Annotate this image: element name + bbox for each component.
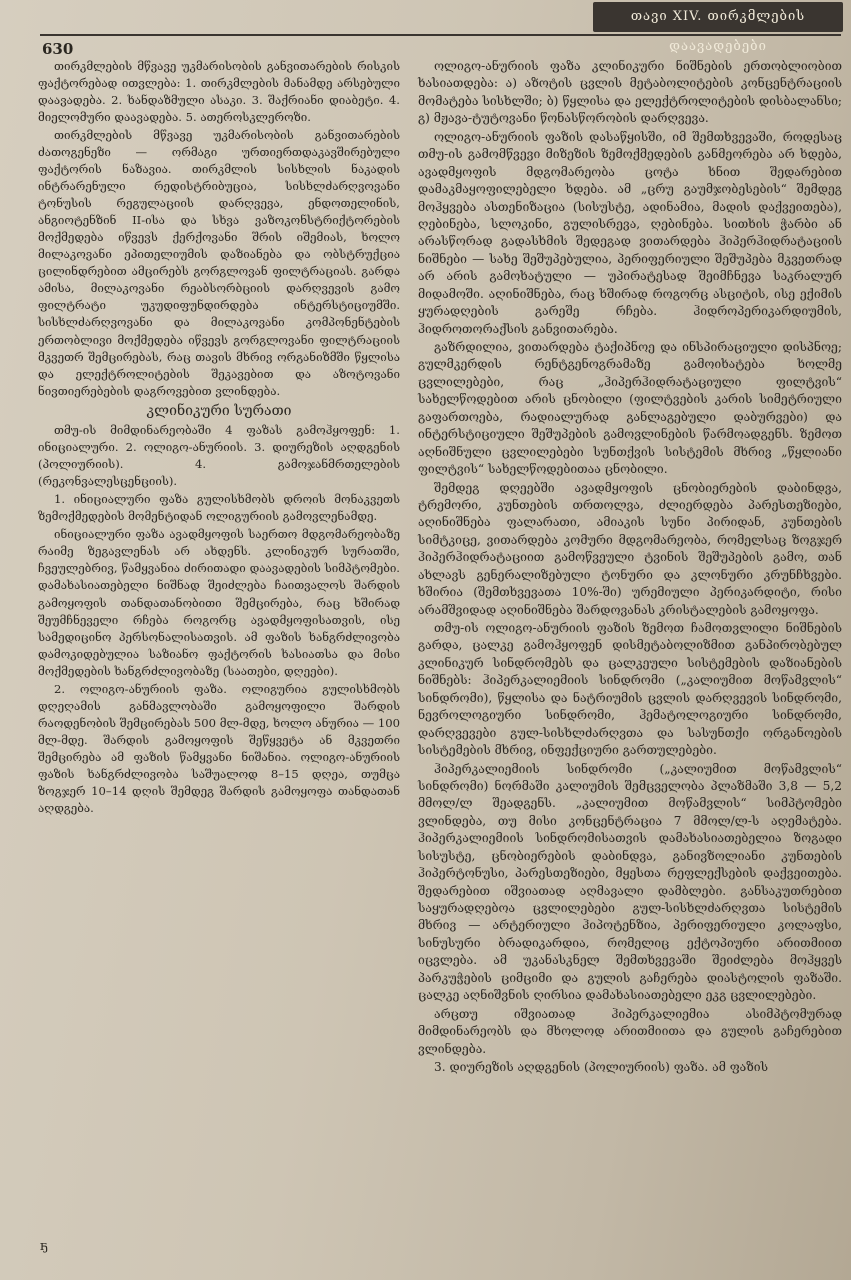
section-title: კლინიკური სურათი xyxy=(146,402,292,419)
paragraph: ჰიპერკალიემიის სინდრომი („კალიუმით მოწამვლის“ სინდრომი) ნორმაში კალიუმის შემცველობა პლაზმაში 3,8 — 5,2 მმოლ/ლ შეადგენს. „კალიუმით მოწამვლის“ სიმპტომები ვლინდება, თუ მისი კონცენტრაცია 7 მმოლ/ლ-ს აღემატება. ჰიპერკალიემიის სინდრომისათვის დამახასიათებელია ზოგადი სისუსტე, ცნობიერების დაბინდვა, განივზოლიანი კუნთების ჰიპერტონუსი, პარესთეზიები, მყესთა რეფლექსების დაქვეითება. შედარებით იშვიათად აღმავალი დამბლები. განსაკუთრებით საყურადღებოა ცვლილებები გულ-სისხლძარღვთა სისტემის მხრივ — არტერიული ჰიპოტენზია, პერიფერიული კოლაფსი, სინუსური ბრადიკარდია, რომელიც ექტოპიური არითმიით იცვლება. ამ უკანასკნელ შემთხვევაში შეიძლება მოჰყვეს პარკუჭების ციმციმი და გულის გაჩერება დიასტოლის ფაზაში. ცალკე აღნიშვნის ღირსია დამახასიათებელი ეკგ ცვლილებები. xyxy=(418,761,842,1003)
paragraph: არცთუ იშვიათად ჰიპერკალიემია ასიმპტომურად მიმდინარეობს და მხოლოდ არითმიითა და გულის გაჩერებით ვლინდება. xyxy=(418,1006,842,1056)
paragraph: ოლიგო-ანურიის ფაზის დასაწყისში, იმ შემთხვევაში, როდესაც თმუ-ის გამომწვევი მიზეზის ზემოქმედების განმეორება არ ხდება, ავადმყოფის მდგომარეობა ცოტა ხნით შედარებით დამაკმაყოფილებელი ხდება. ამ „ცრუ გაუმჯობესების“ შემდეგ მოჰყვება ასთენიზაცია (სისუსტე, ადინამია, მადის დაქვეითება), ღებინება, სლოკინი, გულისრევა, ღებინება. სითხის ჭარბი ან არასწორად გადასხმის შედეგად ვითარდება ჰიპერჰიდრატაციის ნიშნები — სახე შეშუპებულია, პერიფერიული შეშუპება მკვეთრად არ არის გამოხატული — უპირატესად შეიმჩნევა საკრალურ მიდამოში. აღინიშნება, რაც ხშირად როგორც ასციტის, ისე ექიმის ყურადღების გარეშე რჩება. ჰიდროპერიკარდიუმის, ჰიდროთორაქსის განვითარება. xyxy=(418,129,842,336)
paragraph: ოლიგო-ანურიის ფაზა კლინიკური ნიშნების ერთობლიობით ხასიათდება: ა) აზოტის ცვლის მეტაბოლიტების კონცენტრაციის მომატება სისხლში; ბ) წყლისა და ელექტროლიტების დისბალანსი; გ) მჟავა-ტუტოვანი წონასწორობის დარღვევა. xyxy=(418,59,842,126)
paragraph: თირკმლების მწვავე უკმარისობის განვითარების რისკის ფაქტორებად ითვლება: 1. თირკმლების მანამდე არსებული დაავადება. 2. ხანდაზმული ასაკი. 3. შაქრიანი დიაბეტი. 4. მიელომური დაავადება. 5. ათეროსკლეროზი. xyxy=(38,59,400,125)
paragraph: შემდეგ დღეებში ავადმყოფის ცნობიერების დაბინდვა, ტრემორი, კუნთების თრთოლვა, ძლიერდება პარესთეზიები, აღინიშნება ფალარათი, ამიაკის სუნი პირიდან, კუნთების სიმტკიცე, ვითარდება კომური მდგომარეობა, რომელსაც ზოგჯერ ჰიპერჰიდრატაციით გამოწვეული ტვინის შეშუპების გამო, თან ახლავს გენერალიზებული ტონური და კლონური კრუნჩხვები. ხშირია (შემთხვევათა 10%-ში) ურემიული პერიკარდიტი, რისი არამშვიდად აღინიშნება შარდოვანას კრისტალების გამოყოფა. xyxy=(418,480,842,617)
paragraph: თირკმლების მწვავე უკმარისობის განვითარების ძათოგენეზი — ორმაგი ურთიერთდაკავშირებული ფაქტორის ნაზავია. თირკმლის სისხლის ნაკადის ინტრარენული რედისტრიბუცია, სისხლძარღვოვანი ტონუსის რეგულაციის დარღვევა, ენდოთელინის, ანგიოტენზინ II-ისა და სხვა ვაზოკონსტრიქტორების მოქმედება იწვევს ქერქოვანი შრის იშემიას, ხოლო მილაკოვანი ეპითელიუმის დაზიანება და ობსტრუქცია ცილინდრებით ამცირებს გორგლოვან ფილტრაციას. გარდა ამისა, მილაკოვანი რეაბსორბციის დარღვევის გამო ფილტრატი უკუდიფუნდირდება ინტერსტიციუმში. სისხლძარღვოვანი და მილაკოვანი კომპონენტების ერთობლივი მოქმედება იწვევს გორგლოვანი ფილტრაციის მკვეთრ შემცირებას, რაც თავის მხრივ ორგანიზმში წყლისა და ელექტროლიტების შეკავებით და აზოტოვანი ნივთიერებების დაგროვებით ვლინდება. xyxy=(38,128,400,398)
paragraph: თმუ-ის მიმდინარეობაში 4 ფაზას გამოჰყოფენ: 1. ინიციალური. 2. ოლიგო-ანურიის. 3. დიურეზის აღდგენის (პოლიურიის). 4. გამოჯანმრთელების (რეკონვალესცენციის). xyxy=(38,423,400,489)
footer-mark: ҕ xyxy=(40,1239,48,1254)
left-column xyxy=(38,58,400,818)
paragraph: 1. ინიციალური ფაზა გულისხმობს დროის მონაკვეთს ზემოქმედების მომენტიდან ოლიგურიის გამოვლენამდე. xyxy=(38,492,400,524)
header-rule xyxy=(40,34,841,36)
paragraph: 3. დიურეზის აღდგენის (პოლიურიის) ფაზა. ამ ფაზის xyxy=(434,1059,768,1074)
paragraph: 2. ოლიგო-ანურიის ფაზა. ოლიგურია გულისხმობს დღეღამის განმავლობაში გამოყოფილი შარდის რაოდენობის შემცირებას 500 მლ-მდე, ხოლო ანურია — 100 მლ-მდე. შარდის გამოყოფის შეწყვეტა ან მკვეთრი შემცირება ამ ფაზის წამყვანი ნიშანია. ოლიგო-ანურიის ფაზის ხანგრძლივობა საშუალოდ 8–15 დღეა, თუმცა ზოგჯერ 10–14 დღის შემდეგ შარდის გამოყოფა თანდათან აღდგება. xyxy=(38,681,400,815)
paragraph: თმუ-ის ოლიგო-ანურიის ფაზის ზემოთ ჩამოთვლილი ნიშნების გარდა, ცალკე გამოჰყოფენ დისმეტაბოლიზმით განპირობებულ კლინიკურ სინდრომებს და ცალკეული სისტემების დაზიანების ნიშნებს: ჰიპერკალიემიის სინდრომი („კალიუმით მოწამვლის“ სინდრომი), წყლისა და ნატრიუმის ცვლის დარღვევის სინდრომი, ნევროლოგიური სინდრომი, ჰემატოლოგიური სინდრომი, დარღვევები გულ-სისხლძარღვთა და სასუნთქი ორგანოების სისტემების მხრივ, ინფექციური გართულებები. xyxy=(418,621,842,758)
running-title: თავი XIV. თირკმლების დაავადებები xyxy=(593,2,843,32)
paragraph: გაზრდილია, ვითარდება ტაქიპნოე და ინსპირაციული დისპნოე; გულმკერდის რენტგენოგრამაზე გამოიხატება ხოლმე ცვლილებები, რაც „ჰიპერჰიდრატაციული ფილტვის“ სახელწოდებით არის ცნობილი (ფილტვების კარის სიმეტრიული გაფართოება, რადიალურად განლაგებული დაბურვები) და ინტერსტიციული შეშუპების გამოვლინების წარმოადგენს. ზემოთ აღნიშნული ცვლილებები სუნთქვის სისტემის მხრივ „წყლიანი ფილტვის“ სახელწოდებითაა ცნობილი. xyxy=(418,340,842,477)
right-column xyxy=(418,58,842,1077)
paragraph: ინიციალური ფაზა ავადმყოფის საერთო მდგომარეობაზე რაიმე ზეგავლენას არ ახდენს. კლინიკურ სურათში, ჩვეულებრივ, წამყვანია ძირითადი დაავადების სიმპტომები. დამახასიათებელი ნიშნად შეიძლება ჩაითვალოს შარდის გამოყოფის თანდათანობითი შემცირება, რაც ხშირად შეუმჩნეველი რჩება როგორც ავადმყოფისათვის, ისე სამედიცინო პერსონალისათვის. ამ ფაზის ხანგრძლივობა დამოკიდებულია საზიანო ფაქტორის ხასიათსა და მისი მოქმედების ხანგრძლივობაზე (საათები, დღეები). xyxy=(38,527,400,678)
page-number: 630 xyxy=(42,40,74,58)
